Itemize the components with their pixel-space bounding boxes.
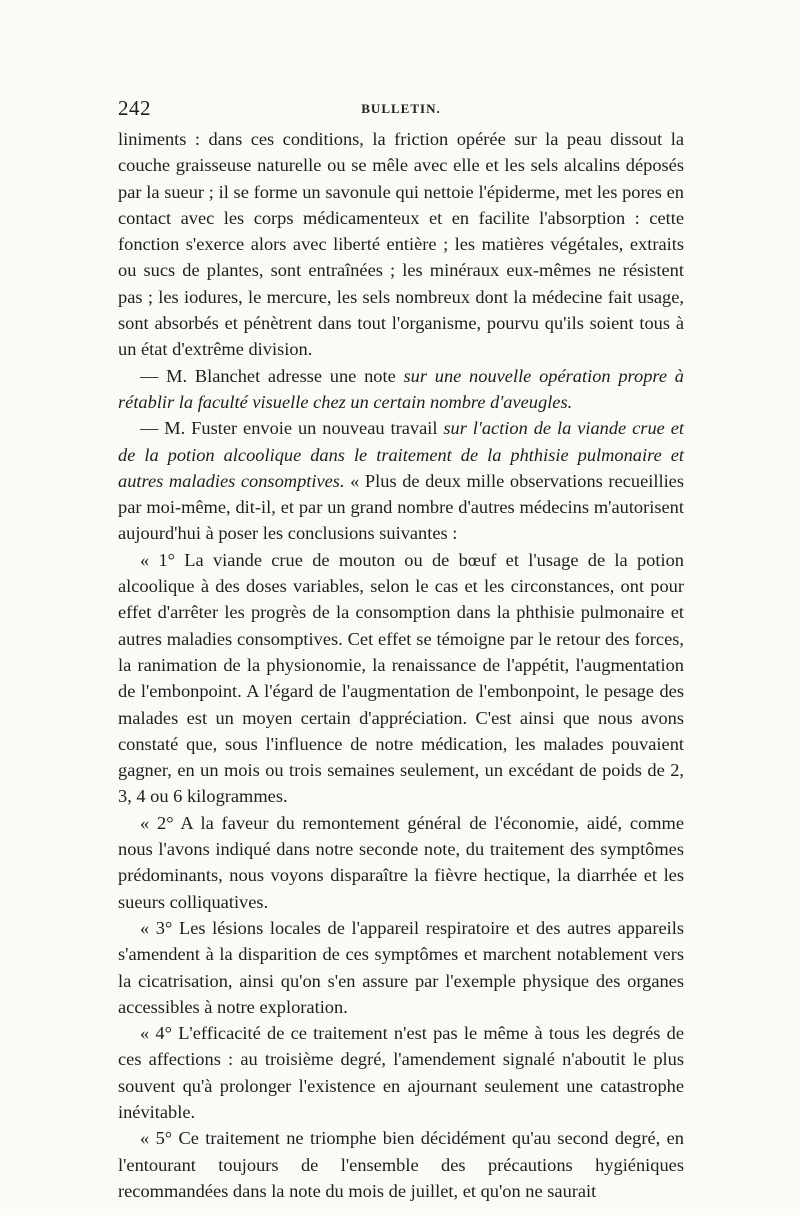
- paragraph-blanchet: [118, 363, 684, 416]
- blanchet-title: sur une nouvelle opération propre à rétablir la faculté visuelle chez un certain nombre d'aveugles.: [118, 365, 684, 412]
- paragraph-fuster: [118, 415, 684, 546]
- page-number: 242: [118, 96, 151, 120]
- blanchet-intro: — M. Blanchet adresse une note: [140, 365, 404, 386]
- page-header: [118, 96, 684, 126]
- fuster-intro: — M. Fuster envoie un nouveau travail: [140, 418, 444, 439]
- paragraph-conclusion-2: « 2° A la faveur du remontement général de l'économie, aidé, comme nous l'avons indiqué dans notre seconde note, du traitement des symptômes prédominants, nous voyons disparaître la fièvre hectique, la diarrhée et les sueurs colliquatives.: [118, 812, 684, 912]
- paragraph-conclusion-1: « 1° La viande crue de mouton ou de bœuf et l'usage de la potion alcoolique à des doses variables, selon le cas et les circonstances, ont pour effet d'arrêter les progrès de la consomption dans la phthisie pulmonaire et autres maladies consomptives. Cet effet se témoigne par le retour des forces, la ranimation de la physionomie, la renaissance de l'appétit, l'augmentation de l'embonpoint. A l'égard de l'augmentation de l'embonpoint, le pesage des malades est un moyen certain d'appréciation. C'est ainsi que nous avons constaté que, sous l'influence de notre médication, les malades pouvaient gagner, en un mois ou trois semaines seulement, un excédant de poids de 2, 3, 4 ou 6 kilogrammes.: [118, 549, 684, 807]
- fuster-quote: « Plus de deux mille observations recueillies par moi-même, dit-il, et par un grand nombre d'autres médecins m'autorisent aujourd'hui à poser les conclusions suivantes :: [118, 470, 684, 544]
- running-head: BULLETIN.: [361, 101, 441, 116]
- fuster-title: sur l'action de la viande crue et de la potion alcoolique dans le traitement de la phthisie pulmonaire et autres maladies consomptives.: [118, 418, 684, 491]
- paragraph-conclusion-3: « 3° Les lésions locales de l'appareil respiratoire et des autres appareils s'amendent à la disparition de ces symptômes et marchent notablement vers la cicatrisation, ainsi qu'on s'en assure par l'exemple physique des organes accessibles à notre exploration.: [118, 917, 684, 1017]
- paragraph-conclusion-4: « 4° L'efficacité de ce traitement n'est pas le même à tous les degrés de ces affections : au troisième degré, l'amendement signalé n'aboutit le plus souvent qu'à prolonger l'existence en ajournant seulement une catastrophe inévitable.: [118, 1023, 684, 1122]
- body-text: [118, 126, 684, 1204]
- paragraph-liniments: liniments : dans ces conditions, la friction opérée sur la peau dissout la couche graisseuse naturelle ou se mêle avec elle et les sels alcalins déposés par la sueur ; il se forme un savonule qui nettoie l'épiderme, met les pores en contact avec les corps médicamenteux et en facilite l'absorption : cette fonction s'exerce alors avec liberté entière ; les matières végétales, extraits ou sucs de plantes, sont entraînées ; les minéraux eux-mêmes ne résistent pas ; les iodures, le mercure, les sels nombreux dont la médecine fait usage, sont absorbés et pénètrent dans tout l'organisme, pourvu qu'ils soient tous à un état d'extrême division.: [118, 129, 684, 360]
- book-page: [118, 96, 684, 1204]
- paragraph-conclusion-5: « 5° Ce traitement ne triomphe bien décidément qu'au second degré, en l'entourant toujours de l'ensemble des précautions hygiéniques recommandées dans la note du mois de juillet, et qu'on ne saurait: [118, 1128, 684, 1201]
